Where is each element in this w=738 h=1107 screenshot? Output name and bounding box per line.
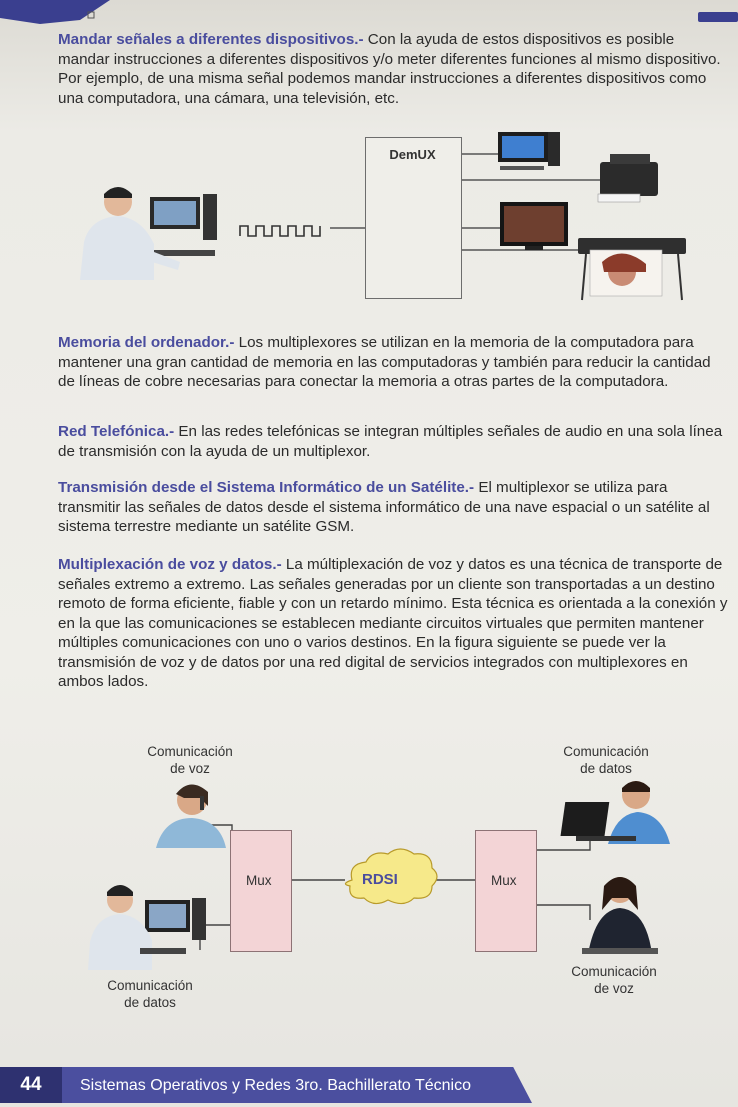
user-computer-icon — [80, 187, 217, 280]
paragraph-text: El multiplexor se utiliza para transmitir las señales de datos desde el sistema informático de una nave espacial o un satélite al sistema terrestre mediante un satélite GSM. — [58, 479, 710, 535]
label-voice-right: Comunicación de voz — [571, 964, 657, 996]
printer-icon — [598, 154, 658, 202]
mux-label-left: Mux — [246, 873, 272, 888]
label-data-right: Comunicación de datos — [563, 744, 649, 776]
paragraph-text: Los multiplexores se utilizan en la memoria de la computadora para mantener una gran cantidad de memoria en las computadoras y también para reducir la cantidad de líneas de cobre necesarias para conectar la memoria a otras partes de la computadora. — [58, 334, 711, 390]
paragraph-text: En las redes telefónicas se integran múltiples señales de audio en una sola línea de transmisión con la ayuda de un multiplexor. — [58, 423, 723, 460]
page-number: 44 — [0, 1067, 62, 1103]
heading-multiplexacion-voz-datos: Multiplexación de voz y datos.- — [58, 556, 282, 573]
corner-tab — [698, 12, 738, 22]
data-user-icon-right — [561, 781, 670, 844]
mux-label-right: Mux — [491, 873, 517, 888]
corner-decoration — [0, 0, 110, 24]
paragraph-transmision-satelite — [58, 478, 728, 537]
desktop-computer-icon — [498, 132, 560, 170]
book-title: Sistemas Operativos y Redes 3ro. Bachillerato Técnico — [80, 1077, 471, 1094]
page-footer — [0, 1061, 738, 1107]
data-user-icon-left — [88, 885, 206, 970]
paragraph-memoria — [58, 333, 728, 392]
paragraph-text: Con la ayuda de estos dispositivos es posible mandar instrucciones a diferentes dispositivos y/o meter diferentes funciones al mismo dispositivo. Por ejemplo, de una misma señal podemos mandar instrucciones a diferentes dispositivos como una computadora, una cámara, una televisión, etc. — [58, 31, 721, 107]
demux-diagram — [70, 132, 690, 302]
demux-label: DemUX — [389, 147, 436, 162]
paragraph-mandar-senales — [58, 30, 728, 108]
digital-signal-icon — [240, 226, 320, 236]
rdsi-label: RDSI — [362, 871, 398, 888]
mux-box-right — [475, 830, 537, 952]
label-data-left: Comunicación de datos — [107, 978, 193, 1010]
label-voice-left: Comunicación de voz — [147, 744, 233, 776]
television-icon — [500, 202, 568, 250]
mux-box-left — [230, 830, 292, 952]
mux-rdsi-diagram — [60, 740, 700, 1020]
paragraph-text: La múltiplexación de voz y datos es una técnica de transporte de señales extremo a extremo. Las señales generadas por un cliente son transportadas a un destino remoto de forma eficiente, fiable y con un retardo mínimo. Esta técnica es orientada a la conexión y en la que las comunicaciones se establecen mediante circuitos virtuales que permiten mantener múltiples comunicaciones con uno o varios destinos. En la figura siguiente se puede ver la transmisión de voz y de datos por una red digital de servicios integrados con multiplexores en ambos lados. — [58, 556, 728, 690]
heading-mandar-senales: Mandar señales a diferentes dispositivos.- — [58, 31, 364, 48]
paragraph-multiplexacion-voz-datos — [58, 555, 728, 692]
heading-red-telefonica: Red Telefónica.- — [58, 423, 175, 440]
heading-transmision-satelite: Transmisión desde el Sistema Informático de un Satélite.- — [58, 479, 475, 496]
plotter-icon — [578, 238, 686, 300]
paragraph-red-telefonica — [58, 422, 728, 461]
voice-user-icon-left — [156, 784, 226, 848]
voice-user-icon-right — [582, 877, 658, 954]
heading-memoria: Memoria del ordenador.- — [58, 334, 235, 351]
